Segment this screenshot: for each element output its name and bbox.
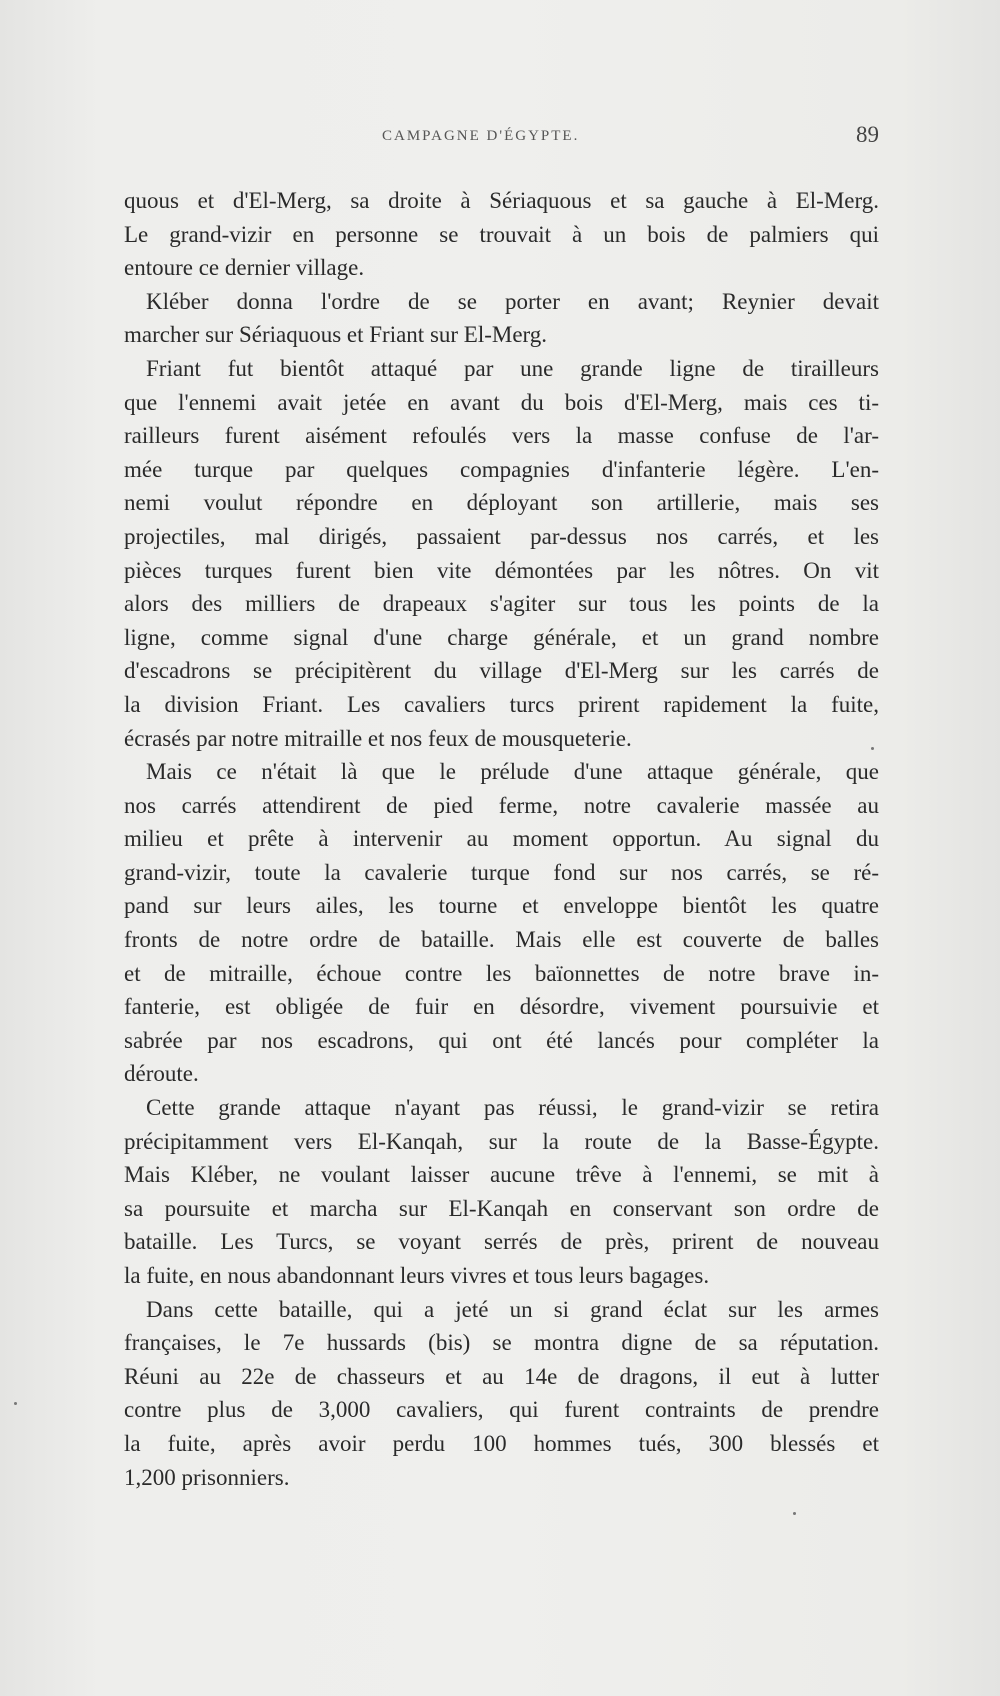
page-number: 89	[856, 122, 879, 147]
text-line: projectiles, mal dirigés, passaient par-dessus nos carrés, et les	[124, 523, 879, 549]
text-line: sa poursuite et marcha sur El-Kanqah en conservant son ordre de	[124, 1195, 879, 1221]
text-line: Friant fut bientôt attaqué par une grande ligne de tirailleurs	[146, 355, 879, 381]
text-line: déroute.	[124, 1061, 199, 1087]
text-line: d'escadrons se précipitèrent du village d'El-Merg sur les carrés de	[124, 658, 879, 684]
text-line: milieu et prête à intervenir au moment opportun. Au signal du	[124, 826, 879, 852]
text-line: Cette grande attaque n'ayant pas réussi, le grand-vizir se retira	[146, 1095, 879, 1121]
text-line: pièces turques furent bien vite démontées par les nôtres. On vit	[124, 557, 879, 583]
text-line: contre plus de 3,000 cavaliers, qui furent contraints de prendre	[124, 1397, 879, 1423]
text-line: écrasés par notre mitraille et nos feux de mousqueterie.	[124, 725, 632, 751]
text-line: mée turque par quelques compagnies d'infanterie légère. L'en-	[124, 456, 879, 482]
text-line: railleurs furent aisément refoulés vers la masse confuse de l'ar-	[124, 423, 879, 449]
text-line: précipitamment vers El-Kanqah, sur la route de la Basse-Égypte.	[124, 1128, 879, 1154]
text-line: la fuite, en nous abandonnant leurs vivres et tous leurs bagages.	[124, 1263, 710, 1288]
text-line: Kléber donna l'ordre de se porter en avant; Reynier devait	[146, 288, 879, 314]
text-line: marcher sur Sériaquous et Friant sur El-Merg.	[124, 322, 548, 348]
text-line: ligne, comme signal d'une charge générale, et un grand nombre	[124, 624, 879, 650]
text-line: fanterie, est obligée de fuir en désordre, vivement poursuivie et	[124, 994, 879, 1020]
text-line: grand-vizir, toute la cavalerie turque fond sur nos carrés, se ré-	[124, 859, 879, 885]
text-line: Dans cette bataille, qui a jeté un si grand éclat sur les armes	[146, 1296, 879, 1322]
text-line: Réuni au 22e de chasseurs et au 14e de dragons, il eut à lutter	[124, 1363, 879, 1389]
text-line: françaises, le 7e hussards (bis) se montra digne de sa réputation.	[124, 1330, 879, 1356]
text-line: entoure ce dernier village.	[124, 255, 365, 281]
body-text	[124, 184, 879, 1494]
text-line: fronts de notre ordre de bataille. Mais elle est couverte de balles	[124, 927, 879, 953]
text-line: quous et d'El-Merg, sa droite à Sériaquous et sa gauche à El-Merg.	[124, 188, 879, 213]
text-line: nemi voulut répondre en déployant son artillerie, mais ses	[124, 490, 879, 516]
text-line: nos carrés attendirent de pied ferme, notre cavalerie massée au	[124, 792, 879, 818]
paper-speck	[871, 747, 874, 750]
text-line: sabrée par nos escadrons, qui ont été lancés pour compléter la	[124, 1027, 879, 1053]
text-line: bataille. Les Turcs, se voyant serrés de près, prirent de nouveau	[124, 1229, 879, 1255]
paper-speck	[14, 1402, 17, 1405]
text-line: Mais ce n'était là que le prélude d'une attaque générale, que	[146, 759, 879, 785]
text-line: et de mitraille, échoue contre les baïonnettes de notre brave in-	[124, 960, 879, 986]
text-line: la division Friant. Les cavaliers turcs prirent rapidement la fuite,	[124, 691, 879, 717]
text-line: pand sur leurs ailes, les tourne et enveloppe bientôt les quatre	[124, 893, 879, 919]
running-head: CAMPAGNE D'ÉGYPTE.	[382, 128, 580, 144]
text-line: que l'ennemi avait jetée en avant du bois d'El-Merg, mais ces ti-	[124, 389, 879, 415]
text-line: 1,200 prisonniers.	[124, 1464, 290, 1490]
text-line: la fuite, après avoir perdu 100 hommes tués, 300 blessés et	[124, 1430, 879, 1456]
paper-speck	[793, 1512, 796, 1515]
text-line: alors des milliers de drapeaux s'agiter sur tous les points de la	[124, 591, 879, 617]
text-line: Mais Kléber, ne voulant laisser aucune trêve à l'ennemi, se mit à	[124, 1162, 879, 1188]
text-line: Le grand-vizir en personne se trouvait à un bois de palmiers qui	[124, 221, 879, 247]
page-header	[124, 124, 879, 154]
